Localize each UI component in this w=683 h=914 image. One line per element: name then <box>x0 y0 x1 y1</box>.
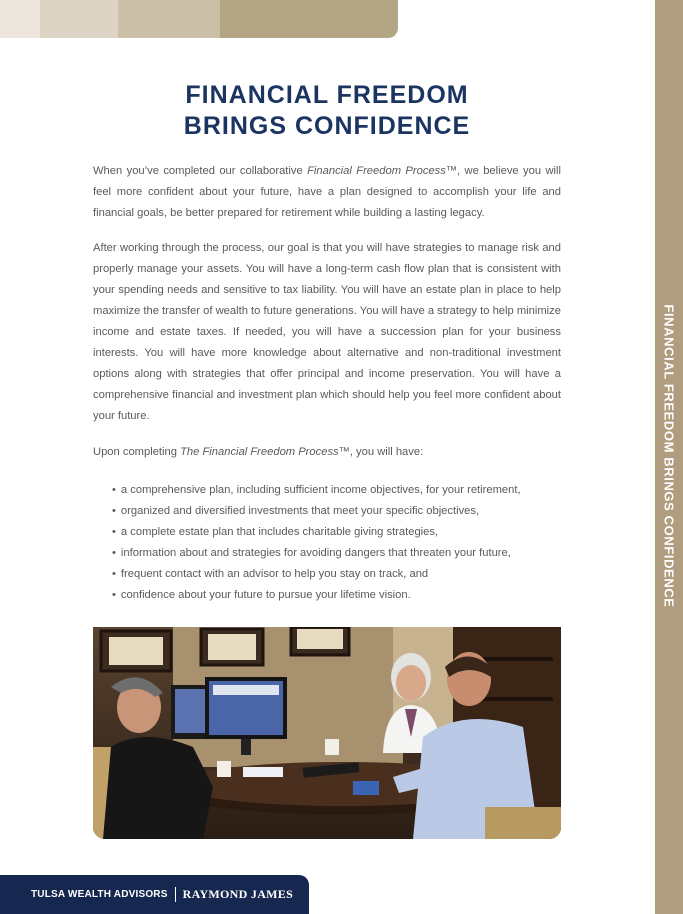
benefits-list <box>112 480 572 606</box>
color-block-gold <box>220 0 398 38</box>
bullet-icon: • <box>112 484 116 496</box>
footer-divider <box>175 887 176 902</box>
list-item: • frequent contact with an advisor to help you stay on track, and <box>112 568 429 580</box>
title-line-1: FINANCIAL FREEDOM <box>185 81 469 109</box>
list-item: • confidence about your future to pursue your lifetime vision. <box>112 589 411 601</box>
goals-paragraph <box>93 238 561 427</box>
goals-text: After working through the process, our goal is that you will have strategies to manage risk and properly manage your assets. You will have a long-term cash flow plan that is consistent with your spending needs and sensitive to tax liability. You will have an estate plan in place to help maximize the transfer of wealth to future generations. You will have a strategy to help minimize income and estate taxes. If needed, you will have a succession plan for your business interests. You will have more knowledge about alternative and non-traditional investment options along with strategies that offer principal and income preservation. You will have a comprehensive financial and investment plan which should help you feel more confident about your future. <box>93 242 561 422</box>
bullet-icon: • <box>112 526 116 538</box>
list-item: • a comprehensive plan, including sufficient income objectives, for your retirement, <box>112 484 521 496</box>
bullet-icon: • <box>112 589 116 601</box>
intro-lead: When you’ve completed our collaborative <box>93 165 308 177</box>
list-item: • organized and diversified investments that meet your specific objectives, <box>112 505 480 517</box>
side-tab-label: FINANCIAL FREEDOM BRINGS CONFIDENCE <box>661 304 677 608</box>
completion-paragraph <box>93 442 561 463</box>
color-block-light <box>0 0 40 38</box>
header-color-bar <box>0 0 398 38</box>
firm-name: TULSA WEALTH ADVISORS <box>31 889 168 900</box>
page-title <box>92 80 562 142</box>
bullet-icon: • <box>112 505 116 517</box>
bullet-icon: • <box>112 568 116 580</box>
list-item: • information about and strategies for avoiding dangers that threaten your future, <box>112 547 511 559</box>
photo-illustration <box>93 627 561 839</box>
title-line-2: BRINGS CONFIDENCE <box>183 112 471 140</box>
advisor-meeting-photo <box>93 627 561 839</box>
completion-lead: Upon completing <box>93 446 181 458</box>
completion-rest: , you will have: <box>349 446 424 458</box>
color-block-tan <box>118 0 220 38</box>
completion-process-name: The Financial Freedom Process™ <box>180 446 350 458</box>
process-name: Financial Freedom Process™ <box>307 165 458 177</box>
intro-paragraph <box>93 161 561 224</box>
footer-bar <box>0 875 309 914</box>
intro-rest: , we believe you will feel more confident about your future, have a plan designed to accomplish your life and financial goals, be better prepared for retirement while building a lasting legacy. <box>93 165 561 219</box>
color-block-beige <box>40 0 118 38</box>
brand-logo: RAYMOND JAMES <box>182 887 294 901</box>
list-item: • a complete estate plan that includes charitable giving strategies, <box>112 526 439 538</box>
bullet-icon: • <box>112 547 116 559</box>
